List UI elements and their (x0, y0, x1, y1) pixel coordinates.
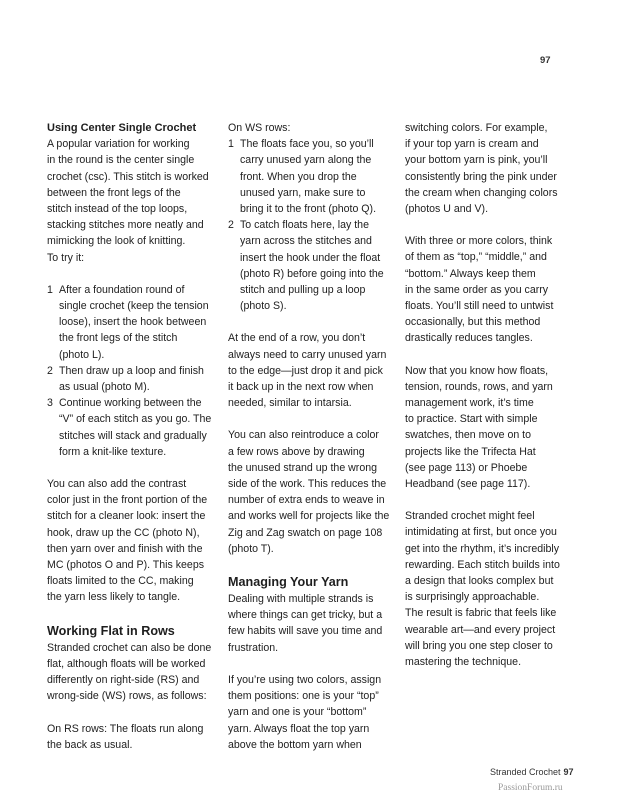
intro-paragraph (47, 136, 219, 266)
list-item (228, 136, 388, 217)
text-line: mastering the technique. (405, 656, 522, 669)
text-line: few habits will save you time and (228, 625, 383, 638)
text-line: (see page 113) or Phoebe (405, 461, 528, 474)
three-colors-paragraph (405, 233, 570, 346)
text-line: front. When you drop the (240, 170, 357, 183)
text-line: as usual (photo M). (59, 381, 150, 394)
text-line: drastically reduces tangles. (405, 332, 533, 345)
text-line: You can also reintroduce a color (228, 429, 379, 442)
text-line: The result is fabric that feels like (405, 607, 557, 620)
text-line: loose), insert the hook between (59, 316, 207, 329)
text-line: a design that looks complex but (405, 575, 554, 588)
text-line: form a knit-like texture. (59, 445, 167, 458)
text-line: consistently bring the pink under (405, 170, 557, 183)
text-line: in the same order as you carry (405, 283, 549, 296)
list-item (228, 217, 388, 314)
text-line: unused yarn, make sure to (240, 186, 366, 199)
intimidating-paragraph (405, 508, 570, 670)
text-line: crochet (csc). This stitch is worked (47, 170, 209, 183)
list-number: 1 (228, 138, 234, 151)
list-item (47, 395, 219, 460)
ws-rows-label: On WS rows: (228, 122, 291, 134)
text-line: then yarn over and finish with the (47, 542, 203, 555)
text-line: yarn across the stitches and (240, 235, 372, 248)
text-line: it back up in the next row when (228, 381, 374, 394)
list-item (47, 282, 219, 363)
numbered-list (47, 282, 219, 460)
text-line: them positions: one is your “top” (228, 690, 379, 703)
column-3 (405, 120, 570, 670)
text-line: projects like the Trifecta Hat (405, 445, 536, 458)
text-line: a few rows above by drawing (228, 445, 365, 458)
list-number: 3 (47, 397, 53, 410)
text-line: to practice. Start with simple (405, 413, 538, 426)
text-line: yarn and one is your “bottom” (228, 706, 367, 719)
text-line: “bottom.” Always keep them (405, 267, 536, 280)
practice-paragraph (405, 363, 570, 493)
text-line: stitch and pulling up a loop (240, 284, 366, 297)
header-page-number: 97 (540, 55, 551, 66)
text-line: Now that you know how floats, (405, 364, 549, 377)
page-footer (490, 767, 574, 777)
text-line: management work, it’s time (405, 397, 534, 410)
text-line: (photos U and V). (405, 203, 489, 216)
text-line: With three or more colors, think (405, 235, 553, 248)
text-line: bring it to the front (photo Q). (240, 203, 377, 216)
heading-center-single-crochet: Using Center Single Crochet (47, 122, 197, 134)
text-line: At the end of a row, you don’t (228, 332, 366, 345)
heading-working-flat: Working Flat in Rows (47, 623, 175, 638)
text-line: is surprisingly approachable. (405, 591, 540, 604)
text-line: the yarn less likely to tangle. (47, 591, 181, 604)
managing-paragraph (228, 591, 388, 656)
text-line: (photo S). (240, 300, 287, 313)
text-line: tension, rounds, rows, and yarn (405, 380, 553, 393)
text-line: between the front legs of the (47, 186, 181, 199)
text-line: floats limited to the CC, making (47, 575, 194, 588)
text-line: and works well for projects like the (228, 510, 390, 523)
text-line: (photo L). (59, 348, 105, 361)
text-line: needed, similar to intarsia. (228, 397, 352, 410)
flat-paragraph (47, 640, 219, 705)
watermark: PassionForum.ru (498, 783, 563, 793)
text-line: mimicking the look of knitting. (47, 235, 186, 248)
text-line: get into the rhythm, it’s incredibly (405, 542, 560, 555)
text-line: occasionally, but this method (405, 316, 541, 329)
text-line: color just in the front portion of the (47, 494, 208, 507)
end-of-row-paragraph (228, 330, 388, 411)
text-line: in the round is the center single (47, 154, 195, 167)
text-line: number of extra ends to weave in (228, 494, 385, 507)
text-line: To try it: (47, 251, 85, 264)
text-line: Then draw up a loop and finish (59, 364, 204, 377)
text-line: the cream when changing colors (405, 186, 558, 199)
text-line: hook, draw up the CC (photo N), (47, 526, 200, 539)
text-line: Continue working between the (59, 397, 202, 410)
list-number: 2 (228, 219, 234, 232)
text-line: the back as usual. (47, 738, 133, 751)
text-line: flat, although floats will be worked (47, 657, 206, 670)
text-line: Dealing with multiple strands is (228, 593, 374, 606)
text-line: (photo R) before going into the (240, 267, 384, 280)
text-line: the front legs of the stitch (59, 332, 178, 345)
text-line: insert the hook under the float (240, 251, 381, 264)
switching-paragraph (405, 120, 570, 217)
text-line: your bottom yarn is pink, you’ll (405, 154, 548, 167)
text-line: floats. You’ll still need to untwist (405, 300, 554, 313)
text-line: intimidating at first, but once you (405, 526, 557, 539)
text-line: frustration. (228, 641, 279, 654)
text-line: Headband (see page 117). (405, 478, 531, 491)
footer-page-number: 97 (563, 767, 574, 777)
reintroduce-paragraph (228, 427, 388, 557)
text-line: to the edge—just drop it and pick (228, 364, 383, 377)
rs-paragraph (47, 721, 219, 753)
text-line: (photo T). (228, 542, 274, 555)
contrast-paragraph (47, 476, 219, 606)
text-line: carry unused yarn along the (240, 154, 372, 167)
text-line: On RS rows: The floats run along (47, 722, 204, 735)
column-1 (47, 120, 219, 753)
list-item (47, 363, 219, 395)
text-line: side of the work. This reduces the (228, 478, 387, 491)
text-line: stacking stitches more neatly and (47, 219, 204, 232)
text-line: of them as “top,” “middle,” and (405, 251, 547, 264)
text-line: MC (photos O and P). This keeps (47, 559, 205, 572)
text-line: swatches, then move on to (405, 429, 532, 442)
text-line: where things can get tricky, but a (228, 609, 383, 622)
numbered-list (228, 136, 388, 314)
two-colors-paragraph (228, 672, 388, 753)
text-line: yarn. Always float the top yarn (228, 722, 370, 735)
text-line: Stranded crochet might feel (405, 510, 535, 523)
text-line: wearable art—and every project (405, 623, 556, 636)
text-line: above the bottom yarn when (228, 738, 362, 751)
text-line: You can also add the contrast (47, 478, 187, 491)
text-line: differently on right-side (RS) and (47, 674, 200, 687)
text-line: single crochet (keep the tension (59, 300, 209, 313)
text-line: After a foundation round of (59, 283, 185, 296)
text-line: stitches will stack and gradually (59, 429, 207, 442)
text-line: will bring you one step closer to (405, 639, 553, 652)
heading-managing-yarn: Managing Your Yarn (228, 575, 349, 590)
text-line: Zig and Zag swatch on page 108 (228, 526, 383, 539)
text-line: if your top yarn is cream and (405, 138, 539, 151)
list-number: 2 (47, 364, 53, 377)
text-line: stitch instead of the top loops, (47, 203, 188, 216)
text-line: If you’re using two colors, assign (228, 673, 382, 686)
column-2 (228, 120, 388, 753)
footer-section-title: Stranded Crochet (490, 767, 561, 777)
text-line: “V” of each stitch as you go. The (59, 413, 212, 426)
text-line: always need to carry unused yarn (228, 348, 387, 361)
text-line: switching colors. For example, (405, 122, 548, 134)
list-number: 1 (47, 283, 53, 296)
text-line: The floats face you, so you’ll (240, 138, 374, 151)
text-line: A popular variation for working (47, 138, 190, 151)
text-line: Stranded crochet can also be done (47, 641, 212, 654)
text-line: the unused strand up the wrong (228, 461, 378, 474)
text-line: To catch floats here, lay the (240, 219, 369, 232)
text-line: wrong-side (WS) rows, as follows: (47, 690, 207, 703)
text-line: stitch for a cleaner look: insert the (47, 510, 206, 523)
text-line: rewarding. Each stitch builds into (405, 558, 560, 571)
